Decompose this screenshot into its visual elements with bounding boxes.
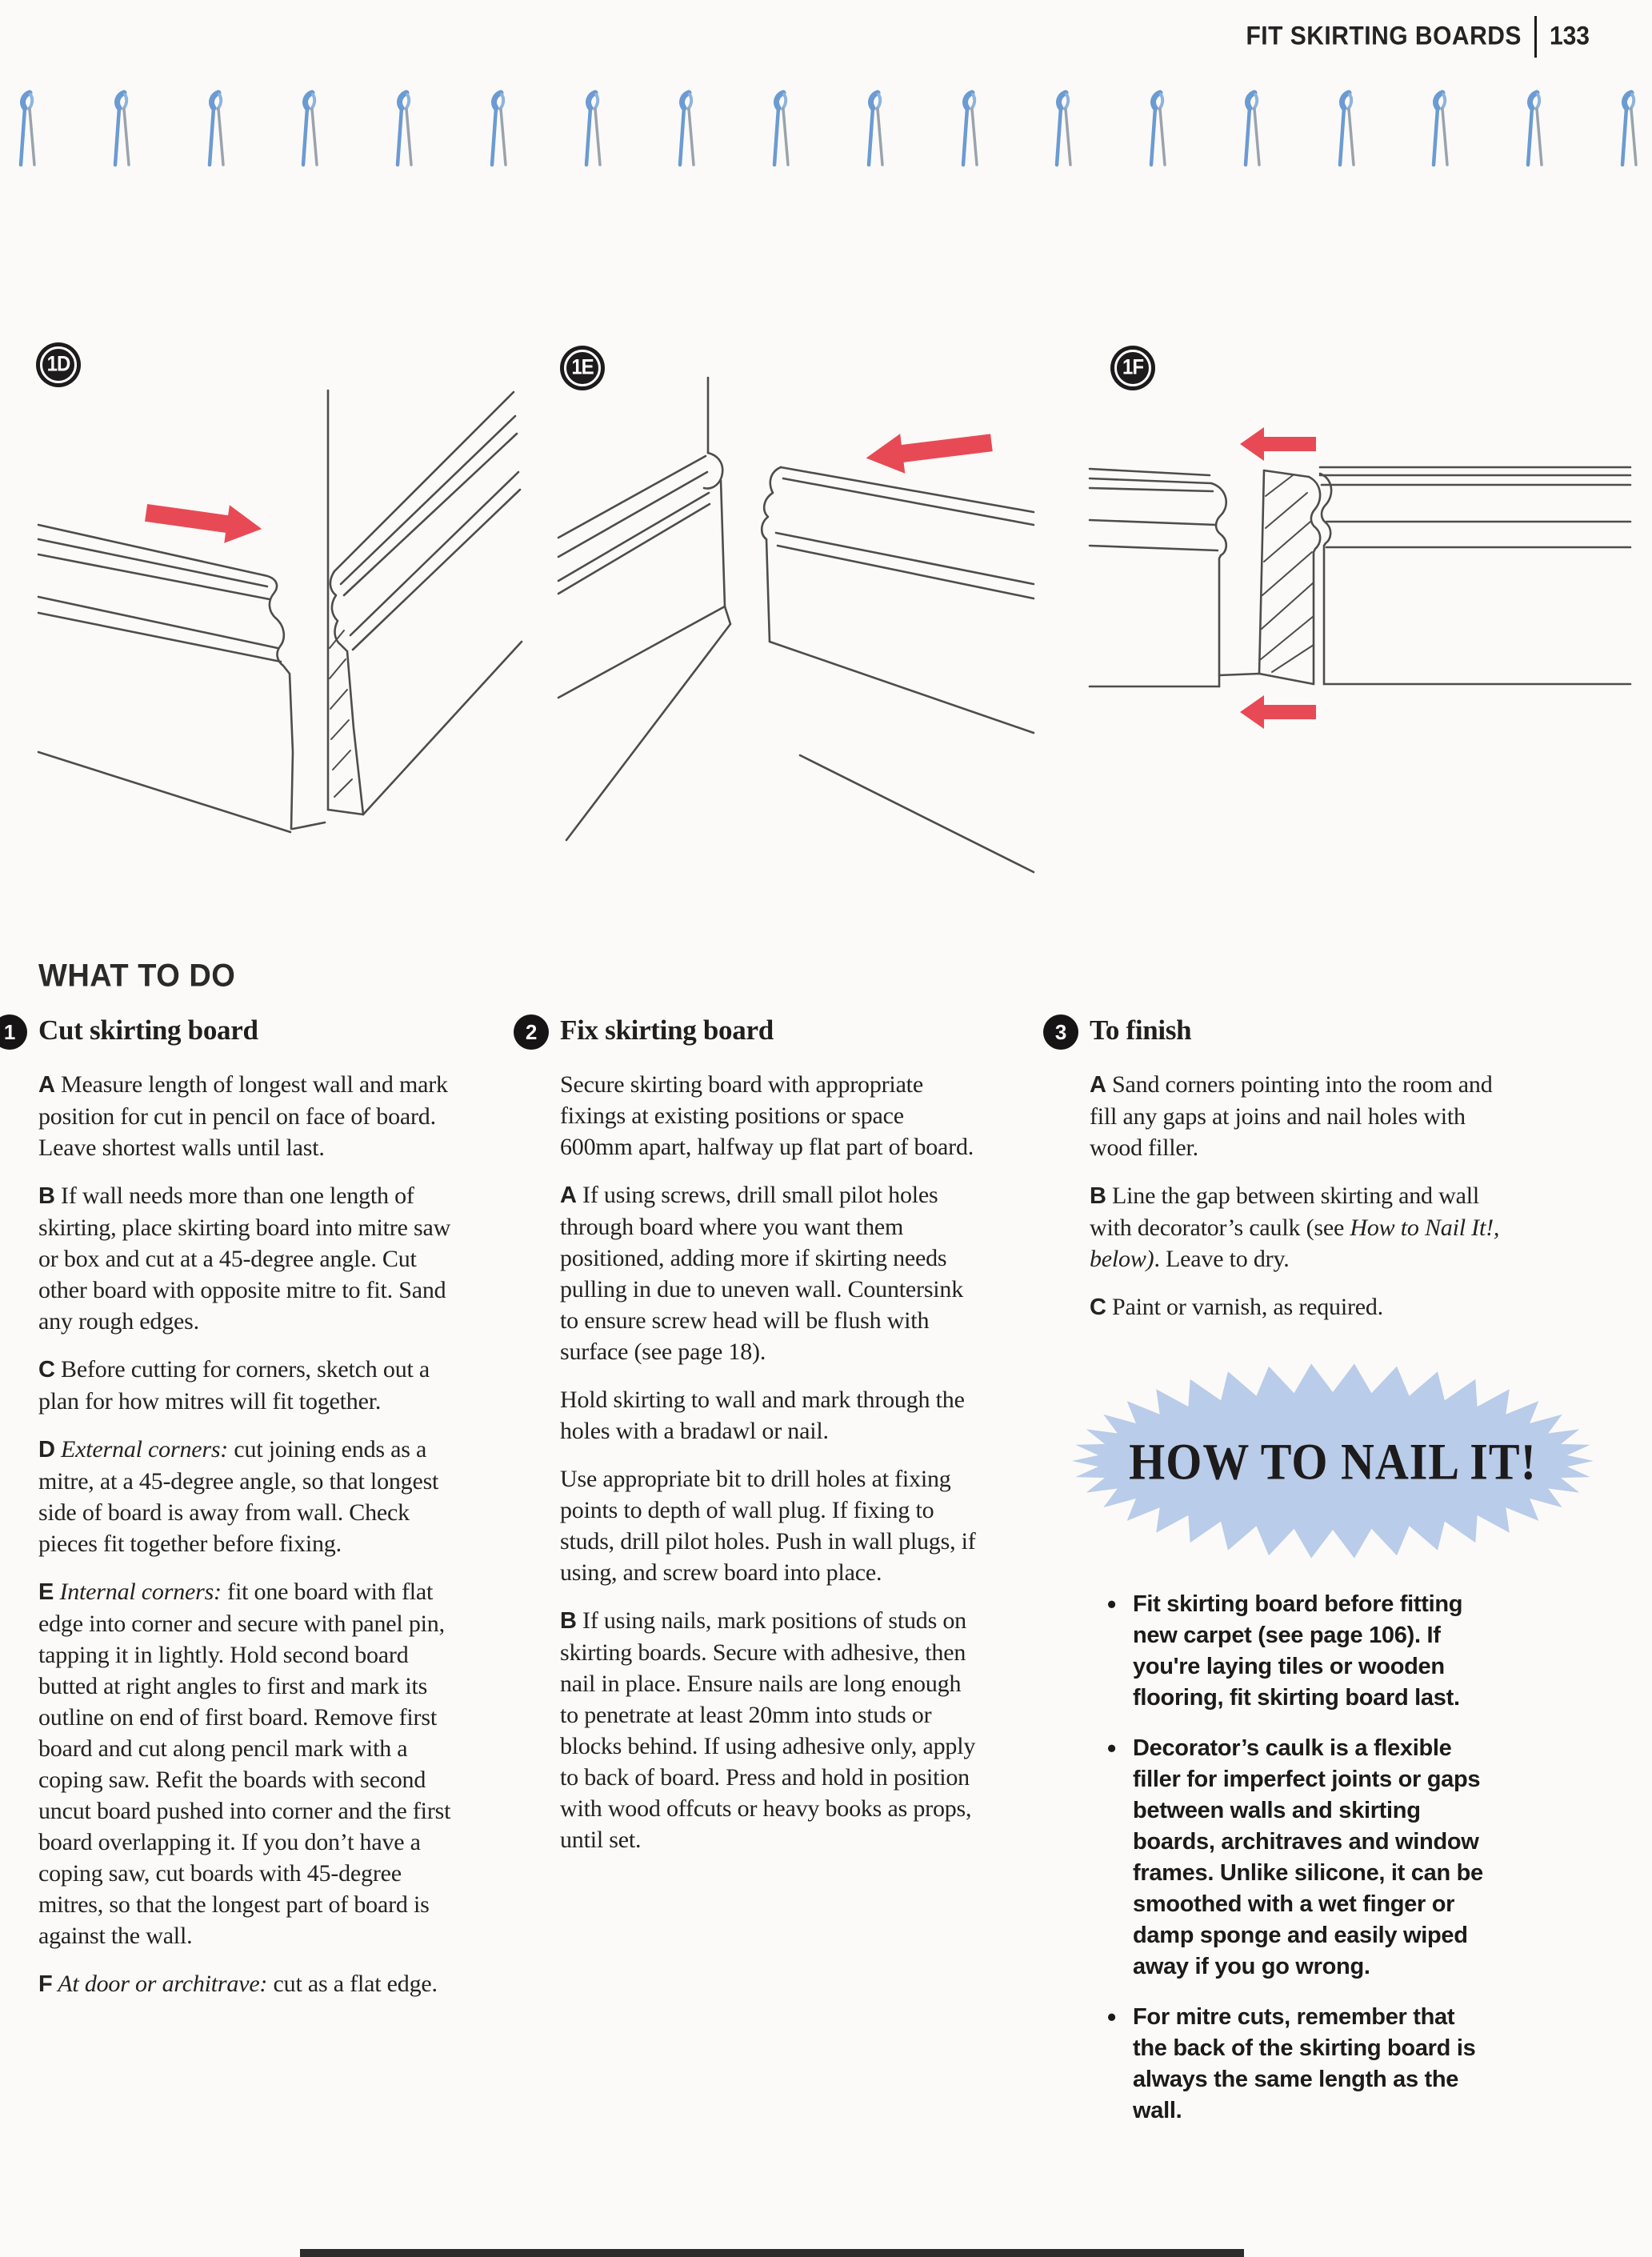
step-paragraph: E Internal corners: fit one board with flat edge into corner and secure with panel pin, tapping it in lightly. Hold second board butted at right angles to first and mark its outline on end of first board. Remove first board and cut along pencil mark with a coping saw. Refit the boards with second uncut board pushed into corner and the first board overlapping it. If you don’t have a coping saw, cut boards with 45-degree mitres, so that the longest part of board is against the wall. — [38, 1579, 451, 1949]
pincers-icon — [1049, 86, 1079, 173]
step-paragraph: A If using screws, drill small pilot holes through board where you want them positioned, adding more if skirting needs pulling in due to uneven wall. Countersink to ensure screw head will be flush with surface (see page 18). — [560, 1182, 964, 1365]
step-column-to-finish — [1054, 1014, 1537, 2146]
nail-it-bullet: • Decorator’s caulk is a flexible filler for imperfect joints or gaps between walls and skirting boards, architraves and window frames. Unlike silicone, it can be smoothed with a wet finger or damp sponge and easily wiped away if you go wrong. — [1112, 1733, 1490, 1983]
how-to-nail-it-badge — [1069, 1360, 1597, 1562]
page-header-title: FIT SKIRTING BOARDS — [1246, 22, 1522, 51]
pincers-icon — [390, 86, 420, 173]
pincers-icon — [672, 86, 702, 173]
pincers-icon — [1238, 86, 1268, 173]
step-paragraph: B Line the gap between skirting and wall with decorator’s caulk (see How to Nail It!, below). Leave to dry. — [1090, 1183, 1500, 1272]
step-paragraph: D External corners: cut joining ends as a mitre, at a 45-degree angle, so that longest side of board is away from wall. Check pieces fit together before fixing. — [38, 1436, 439, 1557]
step-column-cut-skirting-board — [3, 1014, 456, 2017]
step-number-badge: 3 — [1043, 1014, 1078, 1050]
pincers-icon — [13, 86, 43, 173]
direction-arrow-left — [864, 422, 994, 478]
step-paragraph: C Before cutting for corners, sketch out a plan for how mitres will fit together. — [38, 1356, 430, 1415]
step-title — [525, 1014, 979, 1046]
step-paragraphs — [38, 1069, 456, 2000]
step-paragraph: A Measure length of longest wall and mark position for cut in pencil on face of board. Leave shortest walls until last. — [38, 1071, 448, 1161]
how-to-nail-it-bullet-list — [1090, 1589, 1490, 2127]
nail-it-bullet: • Fit skirting board before fitting new carpet (see page 106). If you're laying tiles or wooden flooring, fit skirting board last. — [1112, 1589, 1490, 1714]
step-title — [3, 1014, 456, 1046]
pincers-icon — [955, 86, 986, 173]
header-divider — [1534, 16, 1537, 58]
pincers-icon — [766, 86, 797, 173]
pincers-icon — [1332, 86, 1362, 173]
how-to-nail-it-title: HOW TO NAIL IT! — [1129, 1431, 1537, 1491]
pincers-icon — [1143, 86, 1174, 173]
step-paragraph: F At door or architrave: cut as a flat edge. — [38, 1971, 438, 1997]
step-paragraph: Secure skirting board with appropriate fixings at existing positions or space 600mm apart, halfway up flat part of board. — [560, 1071, 974, 1160]
step-paragraph: C Paint or varnish, as required. — [1090, 1294, 1383, 1320]
pincers-icon — [1426, 86, 1456, 173]
pincers-icon — [202, 86, 232, 173]
step-column-fix-skirting-board — [525, 1014, 979, 1872]
figure-label-badge: 1F — [1110, 346, 1155, 390]
figure-label-badge: 1D — [36, 342, 81, 387]
coped-joint-drawing — [1080, 376, 1640, 904]
step-title — [1054, 1014, 1515, 1046]
pincers-icon — [107, 86, 138, 173]
figure-coped-joint — [1080, 355, 1640, 904]
next-page-photo-edge — [300, 2249, 1244, 2257]
step-paragraph: Use appropriate bit to drill holes at fixing points to depth of wall plug. If fixing to studs, drill pilot holes. Push in wall plugs, if using, and screw board into place. — [560, 1466, 976, 1586]
pincers-icon — [1520, 86, 1550, 173]
direction-arrow-left-bottom — [1240, 695, 1316, 729]
external-corner-mitre-drawing — [24, 376, 528, 904]
figure-external-corner — [24, 352, 528, 904]
pincers-icon — [295, 86, 326, 173]
nail-it-bullet: • For mitre cuts, remember that the back of the skirting board is always the same length as the wall. — [1112, 2002, 1490, 2127]
figure-label-badge: 1E — [560, 346, 605, 390]
step-number-badge: 1 — [0, 1014, 27, 1050]
step-number-badge: 2 — [514, 1014, 549, 1050]
step-title-text: To finish — [1090, 1014, 1192, 1046]
what-to-do-heading: WHAT TO DO — [38, 958, 236, 994]
step-paragraphs — [560, 1069, 979, 1855]
pincers-icon-row — [13, 86, 1645, 176]
step-paragraph: A Sand corners pointing into the room and fill any gaps at joins and nail holes with wood filler. — [1090, 1071, 1493, 1161]
direction-arrow-right — [143, 494, 264, 548]
pincers-icon — [578, 86, 609, 173]
step-paragraph: B If using nails, mark positions of studs on skirting boards. Secure with adhesive, then nail in place. Ensure nails are long enough to penetrate at least 20mm into studs or blocks behind. If using adhesive only, apply to back of board. Press and hold in position with wood offcuts or heavy books as props, until set. — [560, 1607, 976, 1853]
pincers-icon — [484, 86, 514, 173]
step-paragraph: Hold skirting to wall and mark through the holes with a bradawl or nail. — [560, 1387, 965, 1444]
step-title-text: Fix skirting board — [560, 1014, 774, 1046]
pincers-icon — [1614, 86, 1645, 173]
page-header — [1246, 16, 1590, 58]
internal-corner-drawing — [544, 376, 1048, 904]
direction-arrow-left-top — [1240, 427, 1316, 461]
step-title-text: Cut skirting board — [38, 1014, 258, 1046]
figure-internal-corner — [544, 355, 1048, 904]
pincers-icon — [861, 86, 891, 173]
page-number: 133 — [1549, 22, 1590, 51]
step-paragraph: B If wall needs more than one length of skirting, place skirting board into mitre saw or box and cut at a 45-degree angle. Cut other board with opposite mitre to fit. Sand any rough edges. — [38, 1183, 451, 1335]
step-paragraphs — [1090, 1069, 1515, 1323]
